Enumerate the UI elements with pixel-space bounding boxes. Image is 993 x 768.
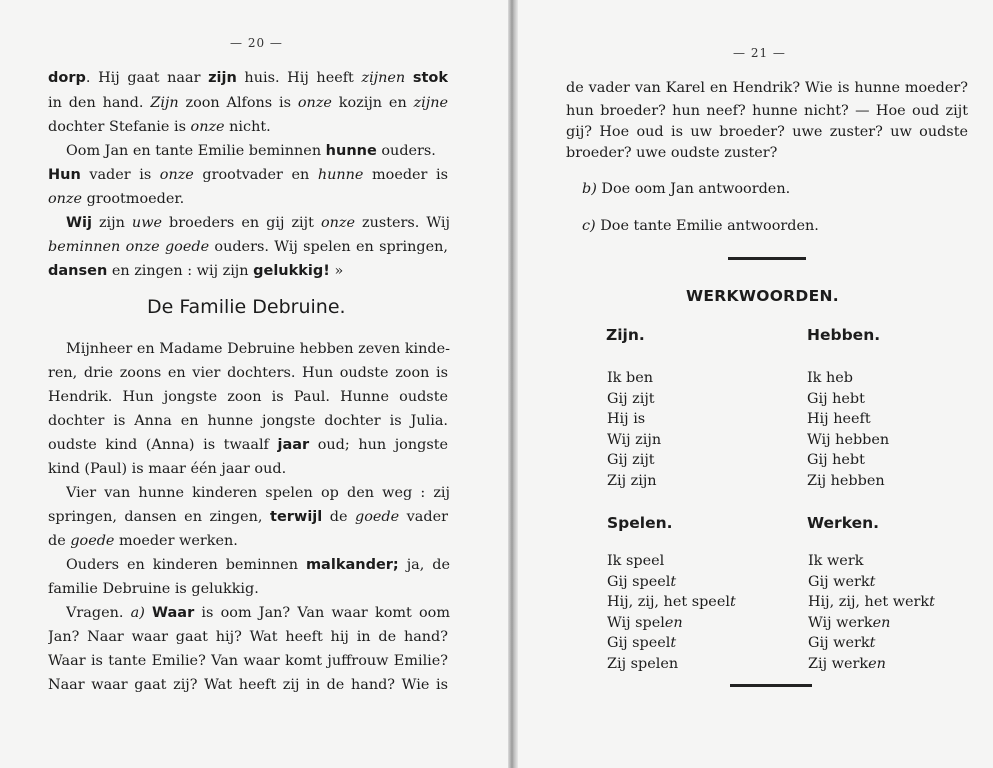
text-run: zoon Alfons is — [178, 95, 298, 111]
bold-word: malkander; — [305, 557, 399, 573]
text-run: Ik heb — [807, 370, 853, 386]
verb-forms — [607, 551, 736, 675]
text-run: dochter is Anna en hunne jongste dochter is Julia. — [48, 413, 448, 429]
right-page-number: — 21 — — [733, 46, 786, 60]
bold-word: gelukkig! — [253, 263, 330, 279]
text-run: Hij, zij, het speel — [607, 594, 730, 611]
text-line — [566, 78, 968, 98]
text-line — [66, 603, 450, 623]
text-run: Gij speel — [607, 635, 671, 652]
text-line — [48, 93, 448, 113]
text-line — [66, 339, 450, 359]
verb-forms — [808, 551, 935, 675]
text-run: nicht. — [224, 119, 271, 135]
italic-word: t — [729, 594, 736, 611]
verb-forms — [607, 368, 661, 492]
verb-form-row — [808, 633, 935, 654]
text-run: Naar waar gaat zij? Wat heeft zij in de hand? Wie is — [48, 677, 448, 693]
verb-form-row — [607, 389, 661, 410]
text-run: Hendrik. Hun jongste zoon is Paul. Hunne oudste — [48, 389, 448, 405]
italic-word: b) — [582, 181, 597, 197]
bold-word: dansen — [48, 263, 108, 279]
text-run: broeders en gij zijt — [162, 215, 321, 231]
text-run: is oom Jan? Van waar komt oom — [194, 605, 450, 621]
bold-word: stok — [412, 70, 448, 86]
verb-form-row — [808, 592, 935, 613]
verb-form-row — [607, 450, 661, 471]
text-run: hun broeder? hun neef? hunne nicht? — Hoe oud zijt — [566, 103, 968, 119]
verb-form-row — [807, 389, 889, 410]
text-run: springen, dansen en zingen, — [48, 509, 271, 525]
text-run: moeder is — [363, 167, 448, 183]
italic-word: zijnen — [361, 70, 406, 86]
text-run: Wij werk — [808, 614, 873, 631]
text-run: Gij werk — [808, 573, 870, 590]
text-run: Zij hebben — [807, 472, 885, 489]
text-run: Gij zijt — [607, 452, 655, 469]
text-line — [48, 579, 259, 599]
verb-form-row — [808, 551, 935, 572]
text-line — [48, 387, 448, 407]
italic-word: goede — [355, 509, 400, 525]
text-run: Zij werk — [808, 655, 869, 672]
verb-forms — [807, 368, 889, 492]
verb-form-row — [607, 592, 736, 613]
verb-form-row — [607, 471, 661, 492]
section-heading: WERKWOORDEN. — [686, 287, 839, 305]
text-run: Ik speel — [607, 553, 665, 569]
text-run: gij? Hoe oud is uw broeder? uwe zuster? uw oudste — [566, 124, 968, 140]
verb-title: Hebben. — [807, 326, 881, 344]
verb-form-row — [808, 613, 935, 634]
text-line — [582, 179, 790, 199]
text-run: ja, de — [398, 557, 450, 573]
text-run: Hij, zij, het werk — [808, 594, 930, 611]
text-run: Mijnheer en Madame Debruine hebben zeven kinde- — [66, 341, 450, 357]
text-run: vader — [406, 509, 448, 525]
verb-form-row — [607, 633, 736, 654]
text-run: Zij zijn — [607, 472, 657, 489]
verb-form-row — [607, 613, 736, 634]
bold-word: dorp — [48, 70, 86, 86]
text-line — [66, 141, 436, 161]
text-line — [48, 507, 448, 527]
text-run: Wij zijn — [607, 431, 662, 448]
text-line — [566, 143, 777, 163]
text-line — [48, 117, 271, 137]
bold-word: Hun — [48, 167, 81, 183]
text-run: ouders. Wij spelen en springen, — [209, 239, 448, 255]
text-run: kozijn en — [331, 95, 414, 111]
text-run: Jan? Naar waar gaat hij? Wat heeft hij in de hand? — [48, 629, 448, 645]
text-line — [66, 213, 450, 233]
text-run: » — [329, 263, 344, 279]
verb-form-row — [607, 409, 661, 430]
text-run: huis. Hij heeft — [236, 70, 362, 86]
text-run: Gij zijt — [607, 390, 655, 407]
verb-title: Werken. — [807, 514, 880, 532]
verb-form-row — [807, 471, 889, 492]
verb-title: Spelen. — [607, 514, 673, 532]
verb-form-row — [807, 368, 889, 389]
text-run: Hij heeft — [807, 411, 871, 428]
italic-word: Zijn — [150, 95, 179, 111]
text-run: kind (Paul) is maar één jaar oud. — [48, 461, 287, 477]
text-run: Doe oom Jan antwoorden. — [596, 181, 791, 197]
text-run: ouders. — [376, 143, 436, 159]
text-run: . Hij gaat naar — [85, 70, 209, 86]
text-line — [48, 411, 448, 431]
text-run: familie Debruine is gelukkig. — [48, 581, 259, 597]
italic-word: t — [869, 635, 876, 652]
verb-form-row — [808, 654, 935, 675]
text-line — [48, 237, 448, 257]
text-line — [48, 165, 448, 185]
italic-word: onze — [159, 167, 194, 183]
italic-word: onze — [48, 191, 83, 207]
italic-word: t — [929, 594, 935, 611]
text-run: Gij hebt — [807, 390, 865, 407]
text-line — [48, 435, 448, 455]
divider-rule-top — [728, 257, 806, 260]
verb-form-row — [807, 409, 889, 430]
text-run: dochter Stefanie is — [48, 119, 191, 135]
italic-word: goede — [70, 533, 115, 549]
verb-form-row — [607, 551, 736, 572]
text-line — [48, 363, 448, 383]
italic-word: onze — [320, 215, 355, 231]
text-run: Ouders en kinderen beminnen — [66, 557, 306, 573]
italic-word: t — [869, 573, 876, 590]
text-run: Waar is tante Emilie? Van waar komt juffrouw Emilie? — [48, 653, 448, 669]
chapter-title: De Familie Debruine. — [147, 296, 346, 318]
text-line — [48, 68, 448, 88]
bold-word: terwijl — [270, 509, 323, 525]
text-line — [66, 483, 450, 503]
text-run: oud; hun jongste — [309, 437, 448, 453]
bold-word: zijn — [208, 70, 237, 86]
text-run — [405, 70, 413, 86]
text-line — [48, 651, 448, 671]
text-run: oudste kind (Anna) is twaalf — [48, 437, 278, 453]
verb-form-row — [607, 430, 661, 451]
text-line — [48, 627, 448, 647]
verb-title: Zijn. — [606, 326, 645, 344]
text-run: moeder werken. — [114, 533, 238, 549]
text-run: de vader van Karel en Hendrik? Wie is hunne moeder? — [566, 80, 968, 96]
italic-word: t — [670, 635, 677, 652]
text-line — [48, 675, 448, 695]
text-run: Ik ben — [607, 370, 653, 386]
text-line — [566, 101, 968, 121]
text-run: Doe tante Emilie antwoorden. — [595, 218, 819, 234]
text-run: grootvader en — [193, 167, 318, 183]
verb-form-row — [807, 450, 889, 471]
verb-form-row — [607, 368, 661, 389]
book-gutter — [508, 0, 518, 768]
divider-rule-bottom — [730, 684, 812, 687]
left-page-number: — 20 — — [230, 36, 283, 50]
italic-word: c) — [582, 218, 596, 234]
text-run: Vragen. — [66, 605, 131, 621]
text-line — [48, 531, 238, 551]
text-run: de — [322, 509, 356, 525]
italic-word: en — [868, 655, 886, 672]
text-run — [145, 605, 152, 621]
text-run: in den hand. — [48, 95, 151, 111]
italic-word: t — [670, 573, 677, 590]
text-line — [582, 216, 819, 236]
text-run: Hij is — [607, 411, 646, 428]
italic-word: a) — [130, 605, 145, 621]
text-run: de — [48, 533, 71, 549]
text-line — [566, 122, 968, 142]
text-run: Gij speel — [607, 573, 671, 590]
text-run: Gij werk — [808, 635, 870, 652]
bold-word: Wij — [66, 215, 92, 231]
italic-word: beminnen onze goede — [48, 239, 210, 255]
text-run: Vier van hunne kinderen spelen op den weg : zij — [66, 485, 450, 501]
italic-word: en — [664, 614, 683, 631]
text-line — [66, 555, 450, 575]
text-run: broeder? uwe oudste zuster? — [566, 145, 778, 161]
text-run: zijn — [91, 215, 132, 231]
italic-word: onze — [190, 119, 225, 135]
text-line — [48, 189, 184, 209]
text-run: Zij spelen — [607, 655, 679, 672]
verb-form-row — [808, 572, 935, 593]
text-run: grootmoeder. — [82, 191, 185, 207]
verb-form-row — [607, 654, 736, 675]
text-line — [48, 459, 286, 479]
bold-word: Waar — [152, 605, 195, 621]
text-run: Wij hebben — [807, 431, 890, 448]
text-run: en zingen : wij zijn — [107, 263, 254, 279]
italic-word: onze — [297, 95, 332, 111]
text-run: Gij hebt — [807, 452, 865, 469]
text-line — [48, 261, 343, 281]
italic-word: en — [872, 614, 891, 631]
verb-form-row — [807, 430, 889, 451]
text-run: ren, drie zoons en vier dochters. Hun oudste zoon is — [48, 365, 448, 381]
text-run: vader is — [80, 167, 160, 183]
text-run: Ik werk — [808, 553, 864, 569]
bold-word: jaar — [277, 437, 310, 453]
text-run: Wij spel — [607, 614, 665, 631]
italic-word: hunne — [317, 167, 364, 183]
text-run: zusters. Wij — [354, 215, 450, 231]
text-run: Oom Jan en tante Emilie beminnen — [66, 143, 326, 159]
bold-word: hunne — [325, 143, 377, 159]
italic-word: uwe — [131, 215, 163, 231]
italic-word: zijne — [413, 95, 448, 111]
verb-form-row — [607, 572, 736, 593]
